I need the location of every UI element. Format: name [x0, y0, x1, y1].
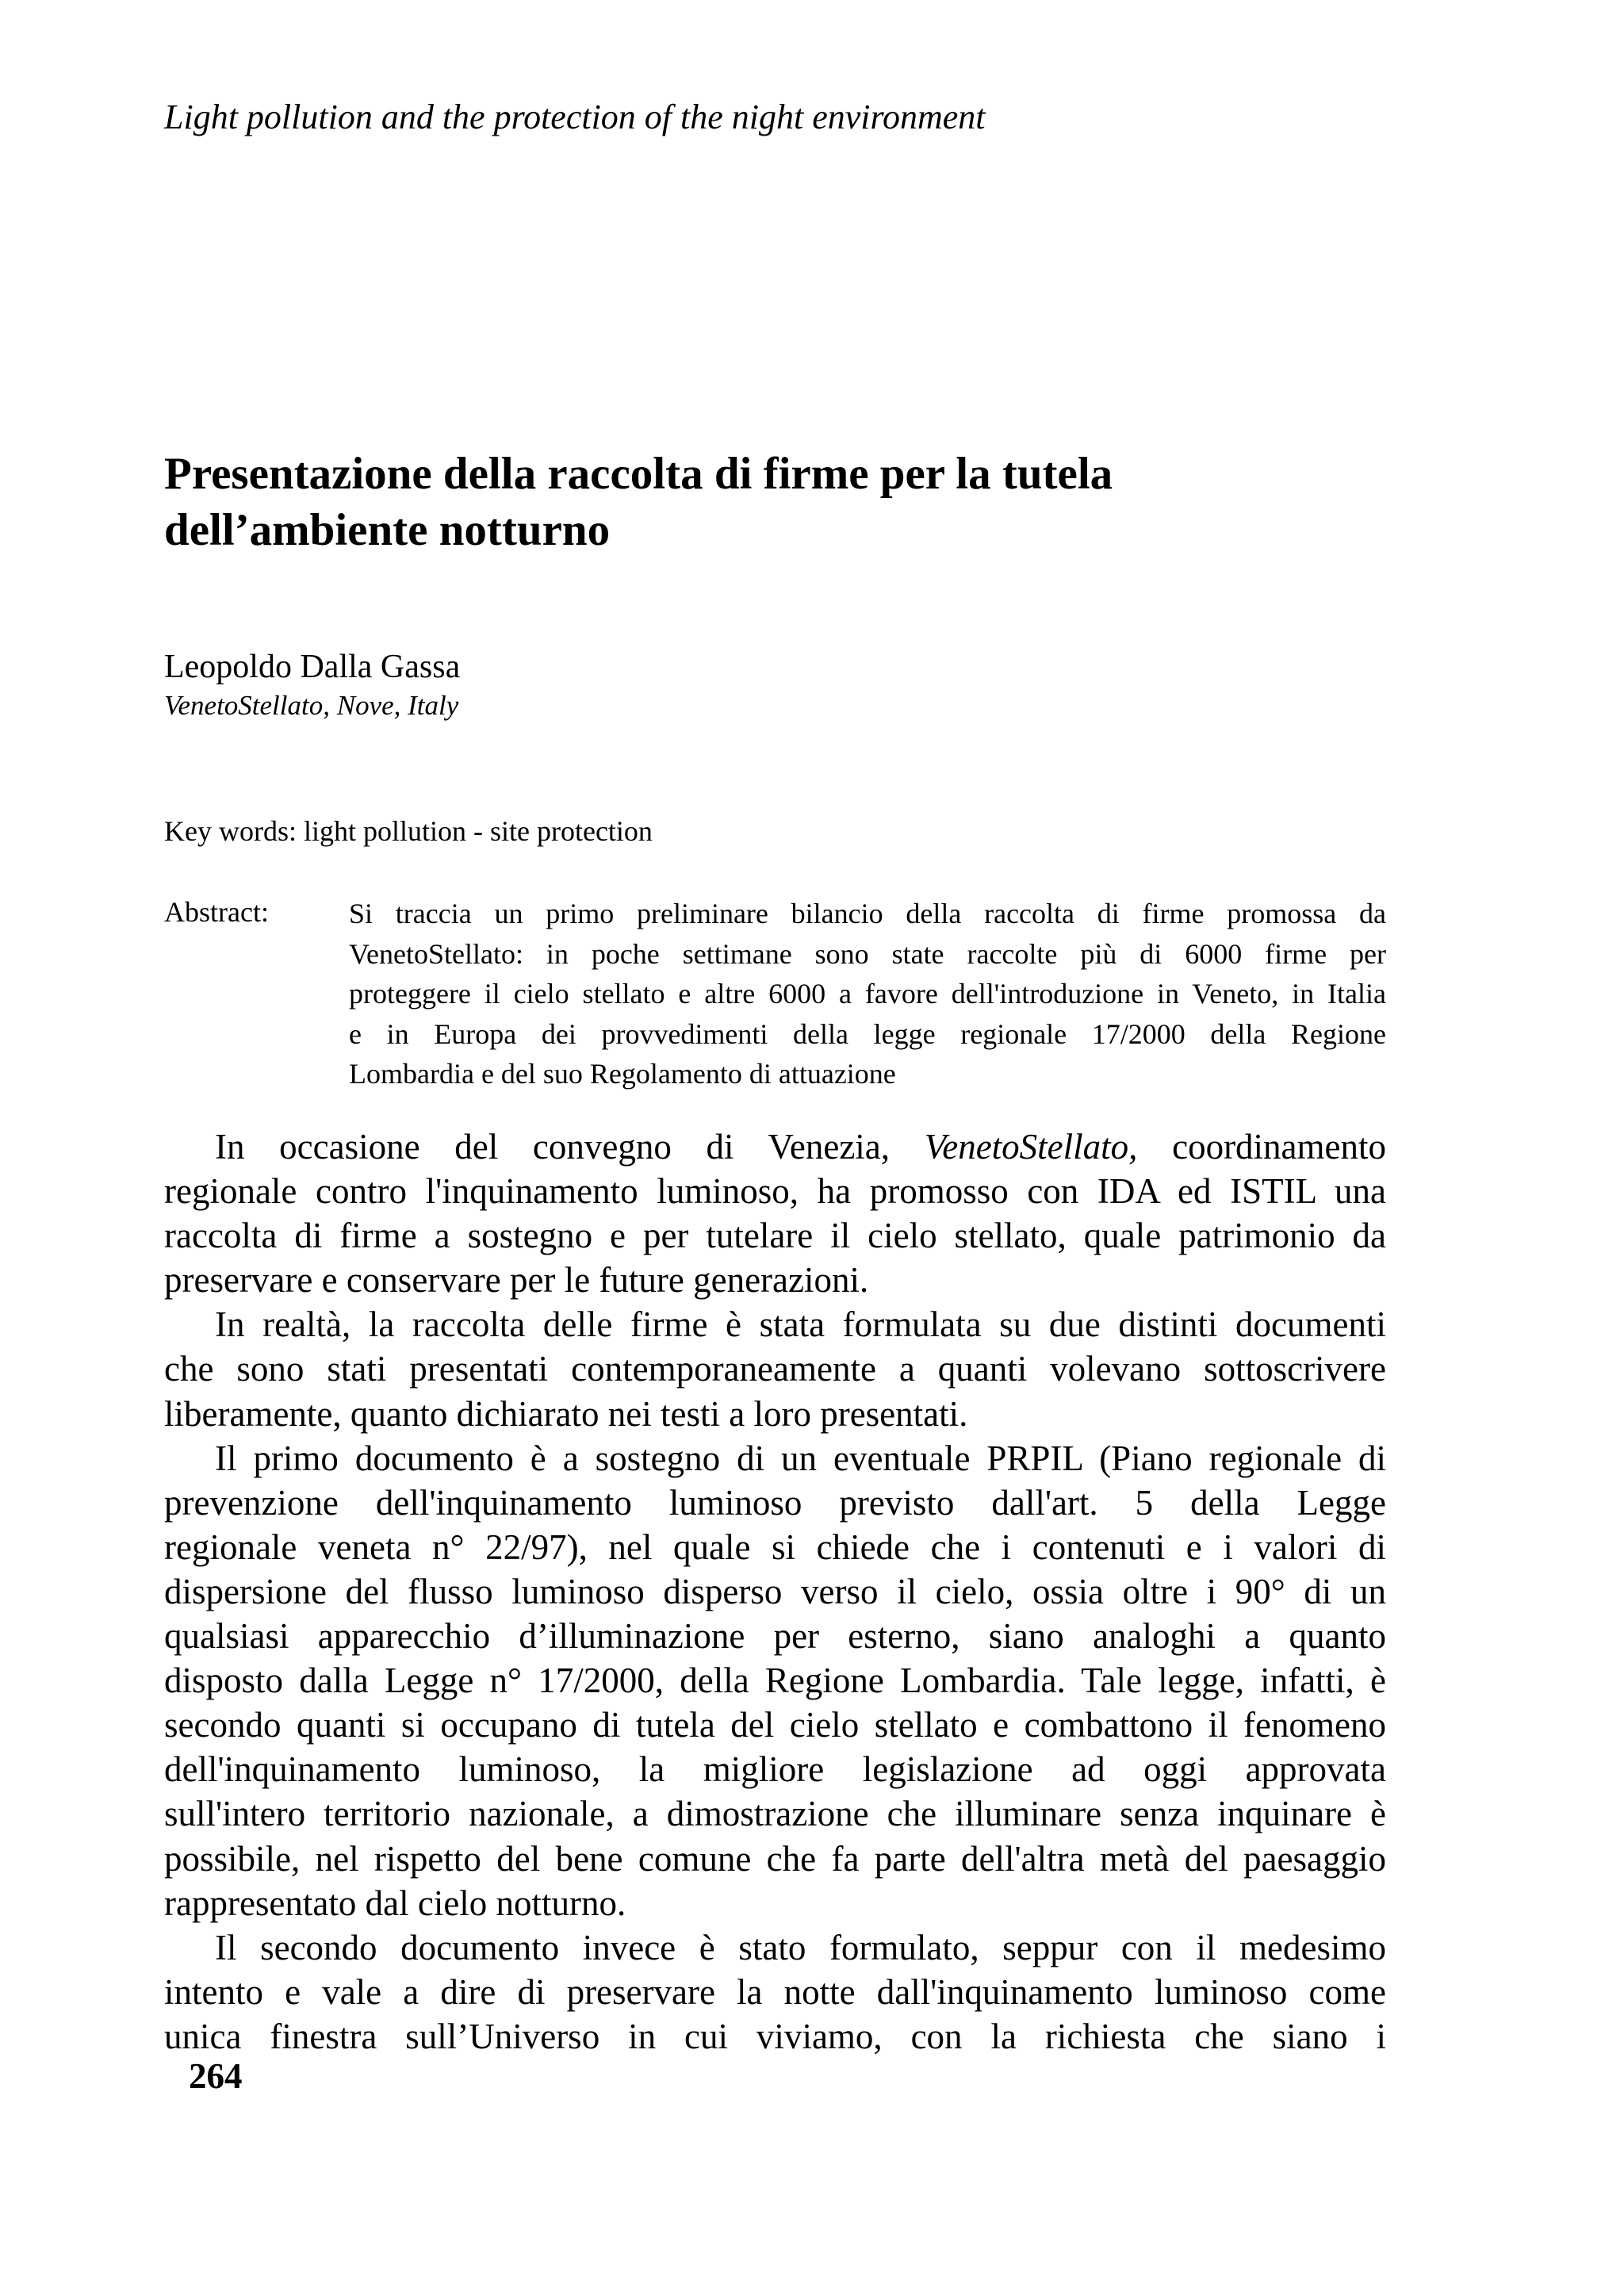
paper-title-line: Presentazione della raccolta di firme per la tutela — [164, 449, 1113, 499]
body-line: secondo quanti si occupano di tutela del cielo stellato e combattono il fenomeno — [164, 1705, 1386, 1745]
organization-name: VenetoStellato, — [924, 1127, 1138, 1167]
body-line: dell'inquinamento luminoso, la migliore legislazione ad oggi approvata — [164, 1749, 1386, 1790]
body-line: dispersione del flusso luminoso disperso verso il cielo, ossia oltre i 90° di un — [164, 1571, 1386, 1611]
body-line: raccolta di firme a sostegno e per tutelare il cielo stellato, quale patrimonio da — [164, 1216, 1386, 1256]
running-head: Light pollution and the protection of the night environment — [164, 98, 986, 136]
abstract-line: VenetoStellato: in poche settimane sono state raccolte più di 6000 firme per — [349, 937, 1386, 970]
body-text — [164, 1124, 1386, 2059]
author-name: Leopoldo Dalla Gassa — [164, 649, 461, 685]
body-line: qualsiasi apparecchio d’illuminazione per esterno, siano analoghi a quanto — [164, 1616, 1386, 1657]
body-line — [164, 1124, 1386, 1169]
body-text-fragment: coordinamento — [1172, 1127, 1387, 1167]
body-line: regionale contro l'inquinamento luminoso, ha promosso con IDA ed ISTIL una — [164, 1171, 1386, 1212]
author-affiliation: VenetoStellato, Nove, Italy — [164, 690, 459, 721]
paper-title-line: dell’ambiente notturno — [164, 505, 611, 555]
body-line: sull'intero territorio nazionale, a dimostrazione che illuminare senza inquinare è — [164, 1794, 1386, 1834]
body-line: disposto dalla Legge n° 17/2000, della Regione Lombardia. Tale legge, infatti, è — [164, 1661, 1386, 1701]
body-text-fragment: In occasione del convegno di Venezia, — [215, 1127, 891, 1167]
body-line: possibile, nel rispetto del bene comune che fa parte dell'altra metà del paesaggio — [164, 1838, 1386, 1879]
body-line: regionale veneta n° 22/97), nel quale si chiede che i contenuti e i valori di — [164, 1527, 1386, 1567]
abstract-line: e in Europa dei provvedimenti della legge regionale 17/2000 della Regione — [349, 1017, 1386, 1050]
paper-title — [164, 446, 1385, 558]
abstract-line: Si traccia un primo preliminare bilancio della raccolta di firme promossa da — [349, 898, 1386, 929]
page-number: 264 — [189, 2056, 243, 2096]
body-line: unica finestra sull’Universo in cui viviamo, con la richiesta che siano i — [164, 2016, 1386, 2056]
body-line: prevenzione dell'inquinamento luminoso previsto dall'art. 5 della Legge — [164, 1482, 1386, 1523]
body-line: che sono stati presentati contemporaneamente a quanti volevano sottoscrivere — [164, 1349, 1386, 1389]
abstract-line: Lombardia e del suo Regolamento di attuazione — [349, 1058, 896, 1090]
body-line: rappresentato dal cielo notturno. — [164, 1883, 626, 1923]
body-line: intento e vale a dire di preservare la notte dall'inquinamento luminoso come — [164, 1971, 1386, 2012]
keywords: Key words: light pollution - site protection — [164, 815, 653, 847]
abstract-label: Abstract: — [164, 896, 269, 928]
body-line: Il secondo documento invece è stato formulato, seppur con il medesimo — [215, 1927, 1386, 1967]
abstract-line: proteggere il cielo stellato e altre 6000 a favore dell'introduzione in Veneto, in Italia — [349, 978, 1386, 1009]
body-line: liberamente, quanto dichiarato nei testi a loro presentati. — [164, 1393, 968, 1434]
body-line: preservare e conservare per le future generazioni. — [164, 1260, 869, 1301]
body-line: Il primo documento è a sostegno di un eventuale PRPIL (Piano regionale di — [215, 1438, 1386, 1478]
body-line: In realtà, la raccolta delle firme è stata formulata su due distinti documenti — [215, 1304, 1386, 1345]
abstract-text — [349, 894, 1386, 1094]
